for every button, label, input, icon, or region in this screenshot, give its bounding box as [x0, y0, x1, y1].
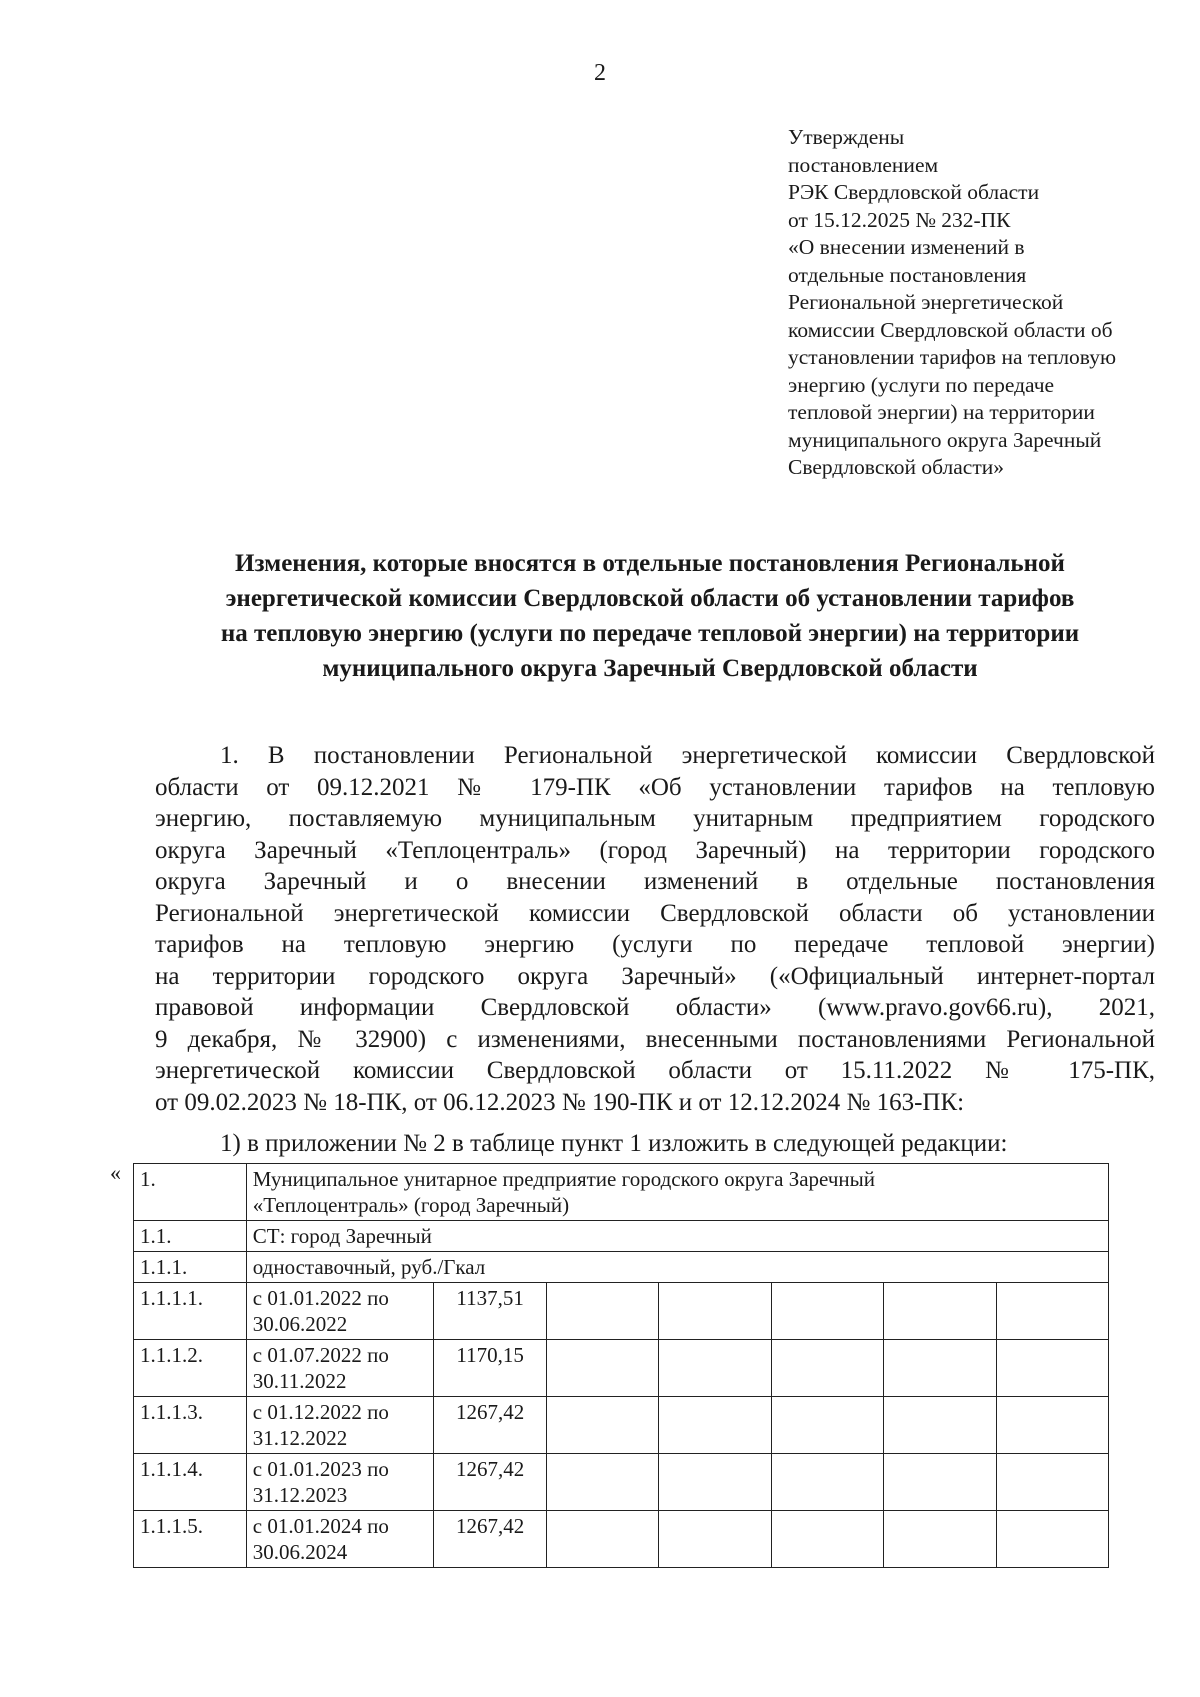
- title-line: Изменения, которые вносятся в отдельные постановления Региональной: [235, 550, 1065, 577]
- row-number: 1.: [134, 1164, 247, 1221]
- paragraph-line: энергетической комиссии Свердловской области от 15.11.2022 № 175-ПК,: [155, 1057, 1155, 1084]
- approval-line: Свердловской области»: [788, 455, 1004, 479]
- empty-cell: [771, 1340, 883, 1397]
- organization-name-line: Муниципальное унитарное предприятие городского округа Заречный: [252, 1167, 875, 1191]
- period-to: 30.11.2022: [252, 1369, 347, 1393]
- row-number: 1.1.1.1.: [134, 1283, 247, 1340]
- tariff-value: 1267,42: [434, 1511, 547, 1568]
- empty-cell: [996, 1340, 1108, 1397]
- title-line: муниципального округа Заречный Свердловской области: [322, 655, 978, 682]
- row-number: 1.1.: [134, 1221, 247, 1252]
- organization-name-line: «Теплоцентраль» (город Заречный): [252, 1193, 570, 1217]
- system-cell: СТ: город Заречный: [246, 1221, 1108, 1252]
- paragraph-line: правовой информации Свердловской области» (www.pravo.gov66.ru), 2021,: [155, 994, 1155, 1021]
- page-number: 2: [594, 60, 606, 86]
- paragraph-line: 9 декабря, № 32900) с изменениями, внесенными постановлениями Региональной: [155, 1025, 1155, 1053]
- row-number: 1.1.1.4.: [134, 1454, 247, 1511]
- paragraph-line: области от 09.12.2021 № 179-ПК «Об установлении тарифов на тепловую: [155, 773, 1155, 801]
- approval-line: тепловой энергии) на территории: [788, 400, 1095, 424]
- table-row: [134, 1252, 1109, 1283]
- empty-cell: [996, 1454, 1108, 1511]
- empty-cell: [547, 1340, 659, 1397]
- tariff-table: [133, 1163, 1109, 1568]
- row-number: 1.1.1.: [134, 1252, 247, 1283]
- approval-line: Региональной энергетической: [788, 290, 1064, 314]
- table-row: [134, 1221, 1109, 1252]
- empty-cell: [884, 1454, 996, 1511]
- tariff-value: 1267,42: [434, 1454, 547, 1511]
- empty-cell: [547, 1511, 659, 1568]
- empty-cell: [659, 1454, 771, 1511]
- period-cell: [246, 1340, 434, 1397]
- approval-line: муниципального округа Заречный: [788, 427, 1102, 452]
- period-from: с 01.07.2022 по: [252, 1343, 389, 1367]
- approval-line: от 15.12.2025 № 232-ПК: [788, 207, 1011, 232]
- empty-cell: [884, 1397, 996, 1454]
- period-from: с 01.01.2022 по: [252, 1286, 389, 1310]
- period-to: 30.06.2022: [252, 1312, 348, 1336]
- empty-cell: [547, 1454, 659, 1511]
- subitem-text: 1) в приложении № 2 в таблице пункт 1 изложить в следующей редакции:: [220, 1130, 1008, 1157]
- paragraph-line: 1. В постановлении Региональной энергетической комиссии Свердловской: [220, 742, 1155, 769]
- period-to: 30.06.2024: [252, 1540, 348, 1564]
- row-number: 1.1.1.2.: [134, 1340, 247, 1397]
- approval-line: «О внесении изменений в: [788, 235, 1025, 259]
- approval-line: комиссии Свердловской области об: [788, 317, 1113, 342]
- opening-quote: «: [110, 1160, 121, 1185]
- empty-cell: [771, 1397, 883, 1454]
- title-line: на тепловую энергию (услуги по передаче тепловой энергии) на территории: [220, 620, 1080, 647]
- empty-cell: [659, 1397, 771, 1454]
- approval-block: [788, 124, 1168, 482]
- approval-line: постановлением: [788, 152, 939, 177]
- row-number: 1.1.1.5.: [134, 1511, 247, 1568]
- table-row: [134, 1164, 1109, 1221]
- period-to: 31.12.2022: [252, 1426, 348, 1450]
- title-line: энергетической комиссии Свердловской области об установлении тарифов: [225, 585, 1075, 612]
- main-paragraph: [155, 740, 1155, 1118]
- period-cell: [246, 1283, 434, 1340]
- paragraph-line: энергию, поставляемую муниципальным унитарным предприятием городского: [155, 805, 1155, 832]
- tariff-value: 1267,42: [434, 1397, 547, 1454]
- rate-type-cell: одноставочный, руб./Гкал: [246, 1252, 1108, 1283]
- table-row: [134, 1511, 1109, 1568]
- paragraph-line: на территории городского округа Заречный» («Официальный интернет-портал: [155, 962, 1155, 990]
- empty-cell: [996, 1511, 1108, 1568]
- table-row: [134, 1454, 1109, 1511]
- empty-cell: [771, 1454, 883, 1511]
- empty-cell: [996, 1397, 1108, 1454]
- empty-cell: [547, 1397, 659, 1454]
- document-title: [100, 546, 1200, 686]
- empty-cell: [771, 1511, 883, 1568]
- approval-line: установлении тарифов на тепловую: [788, 345, 1117, 369]
- empty-cell: [547, 1283, 659, 1340]
- empty-cell: [771, 1283, 883, 1340]
- period-from: с 01.01.2023 по: [252, 1457, 389, 1481]
- period-from: с 01.01.2024 по: [252, 1514, 389, 1538]
- empty-cell: [884, 1511, 996, 1568]
- empty-cell: [884, 1340, 996, 1397]
- period-to: 31.12.2023: [252, 1483, 348, 1507]
- table-row: [134, 1340, 1109, 1397]
- empty-cell: [996, 1283, 1108, 1340]
- tariff-value: 1170,15: [434, 1340, 547, 1397]
- organization-cell: [246, 1164, 1108, 1221]
- approval-line: энергию (услуги по передаче: [788, 372, 1055, 397]
- approval-line: РЭК Свердловской области: [788, 180, 1040, 204]
- empty-cell: [659, 1340, 771, 1397]
- approval-line: отдельные постановления: [788, 262, 1027, 287]
- paragraph-line: округа Заречный и о внесении изменений в отдельные постановления: [155, 868, 1155, 895]
- empty-cell: [659, 1283, 771, 1340]
- paragraph-line: от 09.02.2023 № 18-ПК, от 06.12.2023 № 190-ПК и от 12.12.2024 № 163-ПК:: [155, 1088, 965, 1116]
- empty-cell: [659, 1511, 771, 1568]
- period-cell: [246, 1511, 434, 1568]
- period-cell: [246, 1454, 434, 1511]
- paragraph-line: тарифов на тепловую энергию (услуги по передаче тепловой энергии): [155, 931, 1155, 958]
- empty-cell: [884, 1283, 996, 1340]
- period-cell: [246, 1397, 434, 1454]
- paragraph-line: округа Заречный «Теплоцентраль» (город Заречный) на территории городского: [155, 836, 1155, 864]
- row-number: 1.1.1.3.: [134, 1397, 247, 1454]
- paragraph-line: Региональной энергетической комиссии Свердловской области об установлении: [155, 899, 1155, 927]
- table-row: [134, 1283, 1109, 1340]
- tariff-value: 1137,51: [434, 1283, 547, 1340]
- table-row: [134, 1397, 1109, 1454]
- approval-line: Утверждены: [788, 125, 905, 149]
- period-from: с 01.12.2022 по: [252, 1400, 389, 1424]
